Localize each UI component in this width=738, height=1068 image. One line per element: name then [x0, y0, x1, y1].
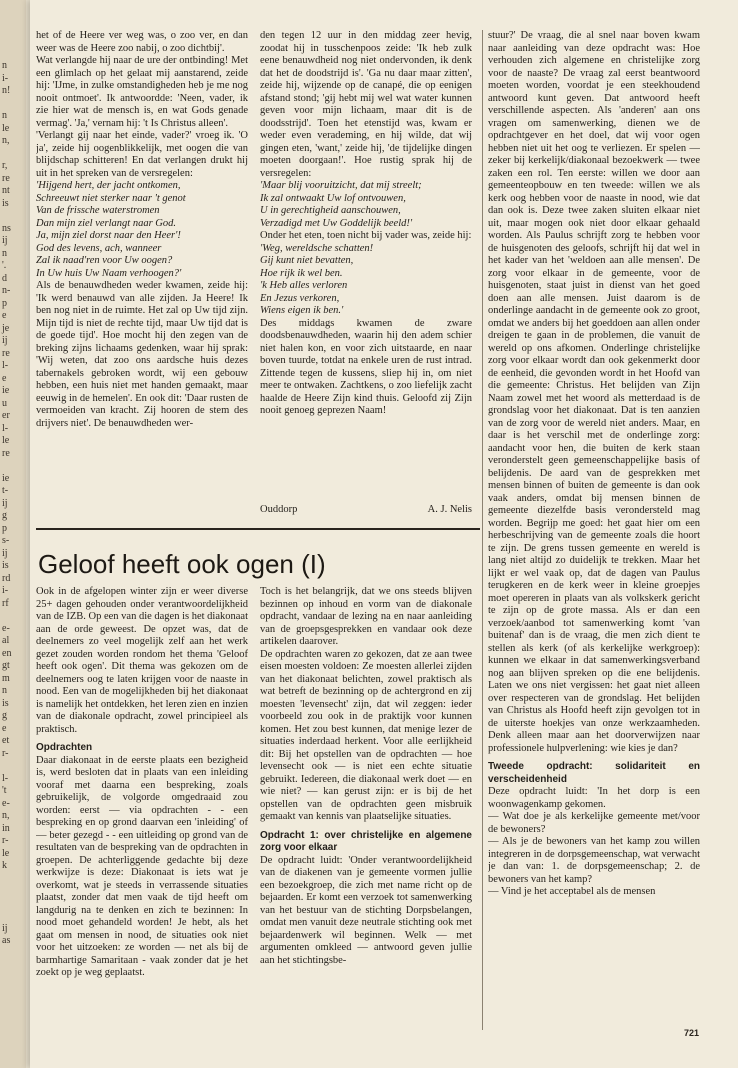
previous-page-fragment: n,: [2, 135, 10, 146]
previous-page-fragment: ij: [2, 235, 8, 246]
verse-line: Gij kunt niet bevatten,: [260, 255, 354, 266]
previous-page-fragment: l-: [2, 422, 9, 434]
paragraph: Als de benauwdheden weder kwamen, zeide hij: 'Ik werd benauwd van alle zijden. Ja Heere! Ik ben nog niet in de ruimte. Het zal op Uw tijd zijn. Mijn tijd is niet de rechte tijd, maar Uw tijd dat is de goede tijd'. Hoe mocht hij den zegen van de breking zijns lichaams gedenken, waar hij sprak: 'Wij weten, dat zoo ons aardsche huis dezes tabernakels gebroken wordt, wij een gebouw hebben, een huis niet met handen gemaakt, maar eeuwig in de hemelen'. En ook dit: 'Daar rusten de vermoeiden van kracht. Zij hooren de stem des drijvers niet'. De benauwdheden wer-: [36, 280, 248, 429]
previous-page-fragment: n: [2, 247, 7, 259]
paragraph: het of de Heere ver weg was, o zoo ver, en dan weer was de Heere zoo nabij, o zoo dichtbij'.: [36, 30, 248, 54]
previous-page-fragment: n,: [2, 810, 10, 821]
verse-line: Ik zal ontwaakt Uw lof ontvouwen,: [260, 192, 406, 204]
column-divider: [482, 30, 483, 1030]
article2-column-3: [488, 30, 700, 1026]
verse-line: U in gerechtigheid aanschouwen,: [260, 205, 401, 216]
previous-page-fragment: le: [2, 435, 10, 446]
previous-page-fragment: e: [2, 722, 7, 734]
verse-line: 'Weg, wereldsche schatten!: [260, 242, 374, 254]
previous-page-fragment: in: [2, 822, 10, 834]
section-heading: Opdracht 1: over christelijke en algemene zorg voor elkaar: [260, 829, 472, 853]
previous-page-fragment: l-: [2, 772, 9, 784]
previous-page-fragment: ij: [2, 547, 8, 559]
previous-page-fragment: ns: [2, 222, 11, 234]
previous-page-fragment: u: [2, 397, 7, 409]
previous-page-fragment: ie: [2, 385, 10, 396]
previous-page-fragment: i-: [2, 585, 9, 596]
previous-page-fragment: m: [2, 672, 10, 684]
previous-page-fragment: nt: [2, 185, 10, 196]
verse-line: En Jezus verkoren,: [260, 292, 340, 304]
paragraph: Onder het eten, toen nicht bij vader was, zeide hij:: [260, 230, 472, 241]
previous-page-fragment: i-: [2, 72, 9, 84]
paragraph: Daar diakonaat in de eerste plaats een bezigheid is, werd besloten dat in plaats van een inleiding vooraf met daarna een bespreking, zoals gebruikelijk, de volgorde omgedraaid zou worden: eerst — via opdrachten - - een bespreking en op grond daarvan een 'inleiding' of — beter gezegd - - een uitleiding op grond van de resultaten van de bespreking van de opdrachten in groepen. De achterliggende gedachte bij deze werkwijze is deze: Diakonaat is iets wat je overkomt, wat je steeds in verrassende situaties plaatst, zonder dat men vaak de tijd heeft om langdurig na te denken en zich te bezinnen: In nood moet gehandeld worden! Je hebt, als het gaat om mensen in nood, de situaties ook niet voor het uitzoeken: ze worden — net als bij de barmhartige Samaritaan - vaak zonder dat je het zoekt op je weg geplaatst.: [36, 754, 248, 978]
article1-signature: [260, 496, 472, 516]
previous-page-fragment: r-: [2, 747, 9, 759]
paragraph: den tegen 12 uur in den middag zeer hevig, zoodat hij in tusschenpoos zeide: 'Ik heb zulk eene benauwdheid nog niet ondervonden, ik denk dat het de doodstrijd is'. 'Ga nu daar maar zitten', zeide hij, wijzende op de canapé, die op eenigen afstand stond; 'gij hebt mij wel wat water kunnen geven voor mijn lichaam, maar dit is de doodsstrijd'. Toen het etenstijd was, kwam er weder even verademing, en hij wilde, dat wij gingen eten, 'want,' zeide hij, 'de tijdelijke dingen moeten doorgaan!'. Hoe rustig sprak hij de versregelen:: [260, 30, 472, 179]
previous-page-fragment: g: [2, 710, 7, 721]
paragraph: stuur?' De vraag, die al snel naar boven kwam naar aanleiding van deze opdracht was: Hoe verhouden zich algemene en christelijke zorg voor de naaste? De vraag zal eerst beantwoord moeten worden, voordat je een steekhoudend antwoord kunt geven. Dat antwoord heeft verschillende aspecten. Als 'anderen' aan ons vragen om samenwerking, dienen we de opdrachtgever en het doel, dat wij voor ogen hebben niet uit het oog te verliezen. Er spelen — zeker bij kerkelijk/diakonaal bezoekwerk — twee zaken een rol. Ten eerste: willen we door aan gemeenteopbouw en ten tweede: willen we als kerk oog hebben voor de naaste in nood, wie dat dan ook is. Deze twee zaken sluiten elkaar niet uit, maar mogen ook niet door elkaar gehaald worden. Als Paulus schrijft zorg te hebben voor de huisgenoten des geloofs, schrijft hij dat wel in het kader van het 'weldoen aan alle mensen'. De zorg voor elkaar in de gemeente, voor de huisgenoten, staat juist in dienst van het goed doen aan alle mensen. Juist daarom is de onderlinge aandacht in de gemeente ook zo groot, omdat we anders bij het goeddoen aan allen onder dreigen te gaan in de problemen, die vanuit de wereld op ons afkomen. Onderlinge christelijke zorg voor elkaar wordt dan ook gekenmerkt door de eenheid, die gevonden wordt in het Hoofd van die gemeente: Christus. Het belijden van Zijn Naam zowel met het woord als metterdaad is de grondslag voor het diakonaat. Dat is ten aanzien van de zorg voor de wereld niet anders. Maar, en daar is het verschil met de onderlinge zorg: aandacht voor hen, die buiten de kerk staan veronderstelt geen gemeenschappelijke basis of belijdenis. De aard van de gesprekken met mensen binnen of buiten de gemeente is dan ook vaak anders, omdat bij mensen binnen de gemeente diezelfde basis verondersteld mag worden. Begrijp me goed: het gaat hier om een herbeschrijving van de gemeente zoals die hoort te zijn. De grens tussen gemeente en wereld is lang niet altijd zo duidelijk te trekken. Maar het lijkt er wel vaak op, dat de dagen van Paulus terugkeren en de kerk weer in kleine groepjes moet opereren in plaats van als volkskerk gericht te zijn op de grote massa. Als er dan een verzoek/aanbod tot samenwerking komt 'van buitenaf' dan is de vraag, die men zich dient te stellen als kerk (of als kerkelijke werkgroep): kunnen we elkaar in dat samenwerkingsverband nog aan blijven spreken op die ene belijdenis. Laten we ons niet vergissen: het gaat niet alleen over respecteren van de grondslag. Het belijden van Christus als Hoofd heeft zijn gevolgen tot in de uiterste hoekjes van onze werkzaamheden. Denk alleen maar aan het doorverwijzen naar professionele hulpverlening: wie kies je dan?: [488, 30, 700, 754]
previous-page-fragment: e-: [2, 622, 10, 634]
verse-line: 'Maar blij vooruitzicht, dat mij streelt;: [260, 180, 422, 191]
article1-column-2: [260, 30, 472, 522]
verse-line: Wiens eigen ik ben.': [260, 305, 344, 316]
article2-column-1: [36, 586, 248, 1026]
previous-page-fragment: is: [2, 197, 9, 209]
previous-page-fragment: et: [2, 735, 10, 746]
previous-page-fragment: e-: [2, 797, 10, 809]
previous-page-fragment: ij: [2, 922, 8, 934]
previous-page-fragment: re: [2, 172, 10, 184]
verse-line: Zal ik naad'ren voor Uw oogen?: [36, 255, 173, 266]
previous-page-fragment: l-: [2, 360, 9, 371]
paragraph: 'Verlangt gij naar het einde, vader?' vroeg ik. 'O ja', zeide hij oogenblikkelijk, met oogen die van blijdschap schitteren! En dat verlangen drukt hij uit in het spreken van de versregelen:: [36, 130, 248, 179]
verse-line: Schreeuwt niet sterker naar 't genot: [36, 192, 186, 204]
previous-page-fragment: r,: [2, 160, 8, 171]
verse-line: 'k Heb alles verloren: [260, 280, 348, 291]
signature-author: A. J. Nelis: [427, 504, 472, 515]
previous-page-fragment: n: [2, 685, 7, 696]
paragraph: Deze opdracht luidt: 'In het dorp is een woonwagenkamp gekomen.: [488, 786, 700, 810]
previous-page-fragment: rf: [2, 597, 9, 609]
paragraph: Ook in de afgelopen winter zijn er weer diverse 25+ dagen gehouden onder verantwoordelijkheid van de IZB. Op een van die dagen is het diakonaat aan de orde geweest. De opzet was, dat de deelnemers zo veel mogelijk zelf aan het werk gezet zouden worden rondom het thema 'Geloof heeft ook ogen'. Dit thema was gekozen om de deelnemers oog te laten krijgen voor de naaste in nood. Een van de mogelijkheden bij het diakonaat is namelijk het ontdekken, het leren zien en inzien van de diakonale opdracht, zowel principieel als praktisch.: [36, 586, 248, 735]
previous-page-fragment: n: [2, 110, 7, 121]
paragraph: Des middags kwamen de zware doodsbenauwdheden, waarin hij den adem schier niet halen kon, en voor zich uitstaarde, en naar boven tuurde, totdat na enkele uren de rust intrad. Zittende tegen de kussens, sliep hij in, om niet meer te ontwaken. Zachtkens, o zoo liefelijk zacht haalde de Heere Zijn kind thuis. Geloofd zij Zijn nooit genoeg geprezen Naam!: [260, 317, 472, 416]
previous-page-fragment: re: [2, 347, 10, 359]
verse-line: God des levens, ach, wanneer: [36, 242, 162, 254]
paragraph: Wat verlangde hij naar de ure der ontbinding! Met een glimlach op het gelaat mij aanstarend, zeide hij: 'IJme, in zulke omstandigheden heb je me nog nooit ontmoet'. Ik antwoordde: 'Neen, vader, ik zie hier wat de mensch is, en wat Gods genade vermag'. 'Ja,' vernam hij: 't Is Christus alleen'.: [36, 55, 248, 129]
previous-page-fragment: e: [2, 310, 7, 321]
paragraph: — Als je de bewoners van het kamp zou willen integreren in de dorpsgemeenschap, wat verwacht je dan van: 1. de dorpsgemeenschap; 2. de bewoners van het kamp?: [488, 836, 700, 885]
verse-line: Dan mijn ziel verlangt naar God.: [36, 217, 176, 229]
verse-line: Verzadigd met Uw Goddelijk beeld!': [260, 217, 413, 229]
previous-page-fragment: '.: [2, 260, 7, 271]
signature-place: Ouddorp: [260, 504, 298, 515]
previous-page-fragment: gt: [2, 660, 10, 671]
verse-line: Van de frissche waterstromen: [36, 205, 160, 216]
previous-page-fragment: k: [2, 860, 7, 871]
previous-page-fragment: n: [2, 60, 7, 71]
previous-page-fragment: p: [2, 297, 7, 309]
previous-page-fragment: t-: [2, 485, 9, 496]
previous-page-fragment: as: [2, 935, 11, 946]
previous-page-fragment: al: [2, 635, 10, 646]
previous-page-fragment: d: [2, 272, 7, 284]
article-divider: [36, 528, 480, 530]
previous-page-fragment: re: [2, 447, 10, 459]
previous-page-fragment: en: [2, 647, 12, 659]
verse-line: Ja, mijn ziel dorst naar den Heer'!: [36, 230, 181, 241]
paragraph: De opdrachten waren zo gekozen, dat ze aan twee eisen moesten voldoen: Ze moesten allerlei zijden van het diakonaat belichten, zowel praktisch als wat betreft de bezinning op de achtergrond en zij moesten 'levensecht' zijn, dat wil zeggen: ieder voorbeeld zou ook in de praktijk voor kunnen komen. Het zou best kunnen, dat menige lezer de situaties inderdaad herkent. Voor alle eerlijkheid dit: Bij het opstellen van de opdrachten — hoe levensecht ook — is niet een echte situatie gebruikt. Iedereen, die diakonaal werk doet — en wie niet? — kan gerust zijn: er is bij de het opstellen van de opdrachten geen misbruik gemaakt van kennis van plaatselijke situaties.: [260, 648, 472, 822]
previous-page-fragment: n-: [2, 285, 11, 296]
paragraph: De opdracht luidt: 'Onder verantwoordelijkheid van de diakenen van je gemeente vormen jullie een bezoekgroep, die zich met name richt op de bejaarden. Er komt een verzoek tot samenwerking van het bestuur van de stichting Dorpsbelangen, omdat men vanuit deze neutrale stichting ook met bejaardenwerk wil beginnen. Welk — met argumenten omkleed — antwoord geven jullie aan het stichtingsbe-: [260, 854, 472, 966]
previous-page-fragment: ij: [2, 335, 8, 346]
paragraph: Toch is het belangrijk, dat we ons steeds blijven bezinnen op inhoud en vorm van de diakonale opdracht, vandaar de lezing na en naar aanleiding van de groepsgesprekken en vandaar ook deze artikelen daarover.: [260, 586, 472, 647]
previous-page-fragment: r-: [2, 835, 9, 846]
previous-page-fragment: s-: [2, 535, 10, 546]
verse-line: In Uw huis Uw Naam verhoogen?': [36, 267, 182, 279]
previous-page-fragment: le: [2, 122, 10, 134]
verse-line: 'Hijgend hert, der jacht ontkomen,: [36, 180, 181, 191]
previous-page-fragment: is: [2, 560, 9, 571]
section-heading: Opdrachten: [36, 742, 93, 753]
previous-page-fragment: le: [2, 847, 10, 859]
article1-column-1: [36, 30, 248, 522]
page-number: 721: [684, 1028, 700, 1038]
previous-page-fragment: ij: [2, 497, 8, 509]
paragraph: — Wat doe je als kerkelijke gemeente met/voor de bewoners?: [488, 811, 700, 835]
paragraph: — Vind je het acceptabel als de mensen: [488, 886, 656, 897]
previous-page-fragment: e: [2, 372, 7, 384]
previous-page-fragment: p: [2, 522, 7, 534]
verse-line: Hoe rijk ik wel ben.: [260, 267, 343, 279]
previous-page-fragment: 't: [2, 785, 7, 796]
previous-page-fragment: er: [2, 410, 10, 421]
previous-page-fragment: is: [2, 697, 9, 709]
previous-page-fragment: je: [2, 322, 10, 334]
section-heading: Tweede opdracht: solidariteit en verscheidenheid: [488, 761, 700, 785]
previous-page-fragment: ie: [2, 472, 10, 484]
previous-page-fragment: g: [2, 510, 7, 521]
previous-page-fragment: rd: [2, 572, 11, 584]
previous-page-edge: [0, 0, 26, 1068]
previous-page-fragment: n!: [2, 85, 11, 96]
article2-title: Geloof heeft ook ogen (I): [38, 549, 326, 579]
article2-column-2: [260, 586, 472, 1026]
